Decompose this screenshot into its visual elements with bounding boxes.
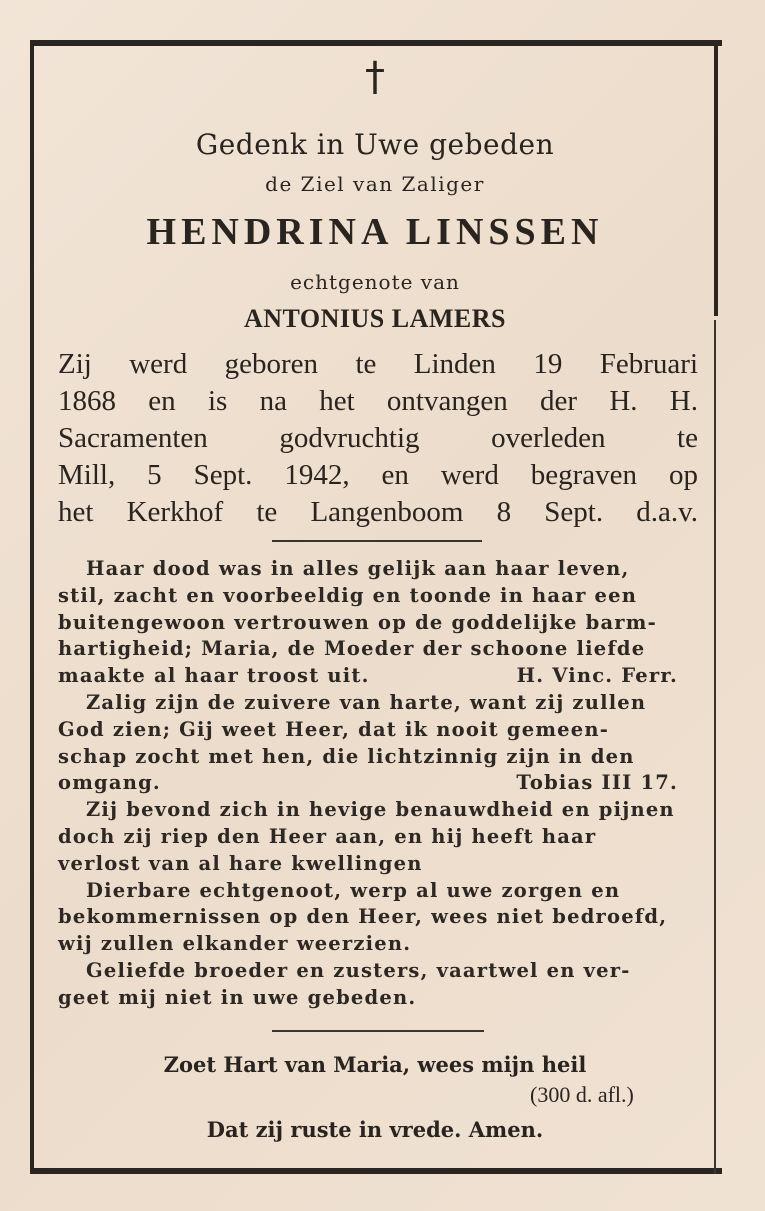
- text-line-end: omgang.: [58, 771, 161, 795]
- border-left: [30, 40, 34, 1174]
- text-line: Zalig zijn de zuivere van harte, want zij zullen: [86, 690, 647, 714]
- closing-blessing: Dat zij ruste in vrede. Amen.: [206, 1117, 544, 1142]
- text-line: geet mij niet in uwe gebeden.: [58, 985, 417, 1009]
- text-line-end: maakte al haar troost uit.: [58, 664, 370, 688]
- text-line: Haar dood was in alles gelijk aan haar leven,: [86, 557, 630, 580]
- text-line: hartigheid; Maria, de Moeder der schoone liefde: [58, 637, 646, 661]
- text-line: bekommernissen op den Heer, wees niet bedroefd,: [58, 905, 668, 929]
- border-right-lower: [714, 320, 716, 1174]
- text-line: [58, 663, 698, 690]
- text-line: [58, 770, 698, 797]
- biography-line: Mill, 5 Sept. 1942, en werd begraven op: [58, 459, 698, 491]
- text-line: doch zij riep den Heer aan, en hij heeft haar: [58, 824, 597, 848]
- text-line: Zij bevond zich in hevige benauwdheid en pijnen: [86, 798, 675, 822]
- text-line: wij zullen elkander weerzien.: [58, 932, 412, 956]
- text-line: God zien; Gij weet Heer, dat ik nooit gemeen-: [58, 717, 610, 741]
- text-line: buitengewoon vertrouwen op de goddelijke barm-: [58, 610, 657, 634]
- border-right: [714, 40, 718, 316]
- border-bottom: [30, 1168, 722, 1174]
- reflections: [58, 556, 698, 1012]
- cross-icon: †: [365, 54, 385, 100]
- divider: [272, 540, 482, 542]
- spouse-label: echtgenote van: [290, 270, 460, 294]
- biography-line: Sacramenten godvruchtig overleden te: [58, 422, 698, 454]
- biography: [58, 346, 698, 531]
- deceased-name: HENDRINA LINSSEN: [146, 211, 604, 253]
- indulgence-note: (300 d. afl.): [530, 1082, 634, 1107]
- closing-prayer: Zoet Hart van Maria, wees mijn heil: [163, 1052, 587, 1077]
- biography-line: 1868 en is na het ontvangen der H. H.: [58, 385, 698, 417]
- biography-line: het Kerkhof te Langenboom 8 Sept. d.a.v.: [58, 496, 698, 528]
- border-top: [30, 40, 722, 46]
- intro-line: Gedenk in Uwe gebeden: [195, 128, 555, 161]
- text-line: stil, zacht en voorbeeldig en toonde in haar een: [58, 583, 638, 607]
- intro-subline: de Ziel van Zaliger: [265, 172, 485, 196]
- text-line: Geliefde broeder en zusters, vaartwel en ver-: [86, 958, 631, 982]
- text-line: verlost van al hare kwellingen: [58, 851, 423, 875]
- biography-line: Zij werd geboren te Linden 19 Februari: [58, 348, 698, 380]
- divider: [272, 1030, 484, 1032]
- spouse-name: ANTONIUS LAMERS: [243, 304, 506, 333]
- text-line: schap zocht met hen, die lichtzinnig zijn in den: [58, 744, 635, 768]
- text-line: Dierbare echtgenoot, werp al uwe zorgen en: [86, 878, 621, 902]
- citation: Tobias III 17.: [516, 771, 678, 795]
- citation: H. Vinc. Ferr.: [516, 664, 678, 688]
